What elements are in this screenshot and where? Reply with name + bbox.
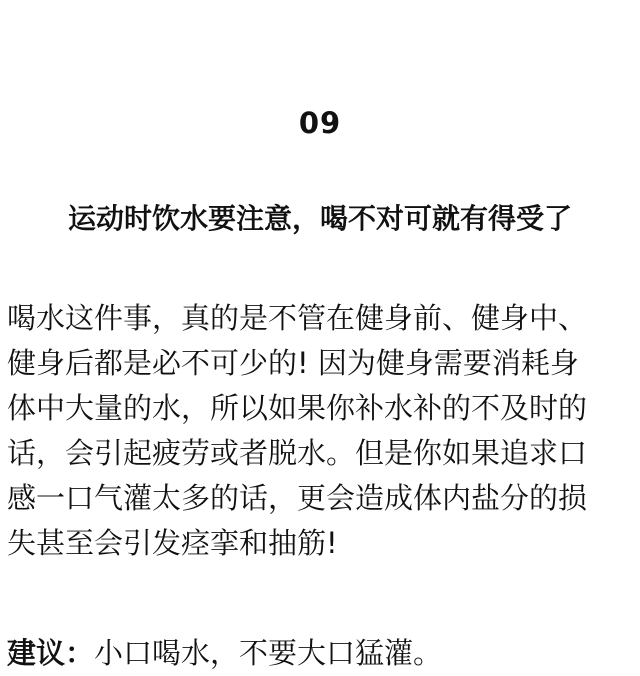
body-line: 感一口气灌太多的话，更会造成体内盐分的损 bbox=[7, 481, 588, 515]
body-line: 喝水这件事，真的是不管在健身前、健身中、 bbox=[7, 301, 588, 335]
suggestion-line bbox=[7, 631, 633, 676]
body-paragraph bbox=[7, 296, 633, 566]
body-line: 话，会引起疲劳或者脱水。但是你如果追求口 bbox=[7, 436, 588, 470]
suggestion-label: 建议： bbox=[7, 636, 95, 670]
body-line: 健身后都是必不可少的! 因为健身需要消耗身 bbox=[7, 346, 579, 380]
body-line: 失甚至会引发痉挛和抽筋! bbox=[7, 526, 338, 560]
body-line: 体中大量的水，所以如果你补水补的不及时的 bbox=[7, 391, 588, 425]
section-number: 09 bbox=[298, 106, 342, 140]
suggestion-text: 小口喝水，不要大口猛灌。 bbox=[94, 636, 443, 670]
section-headline: 运动时饮水要注意，喝不对可就有得受了 bbox=[67, 202, 572, 235]
